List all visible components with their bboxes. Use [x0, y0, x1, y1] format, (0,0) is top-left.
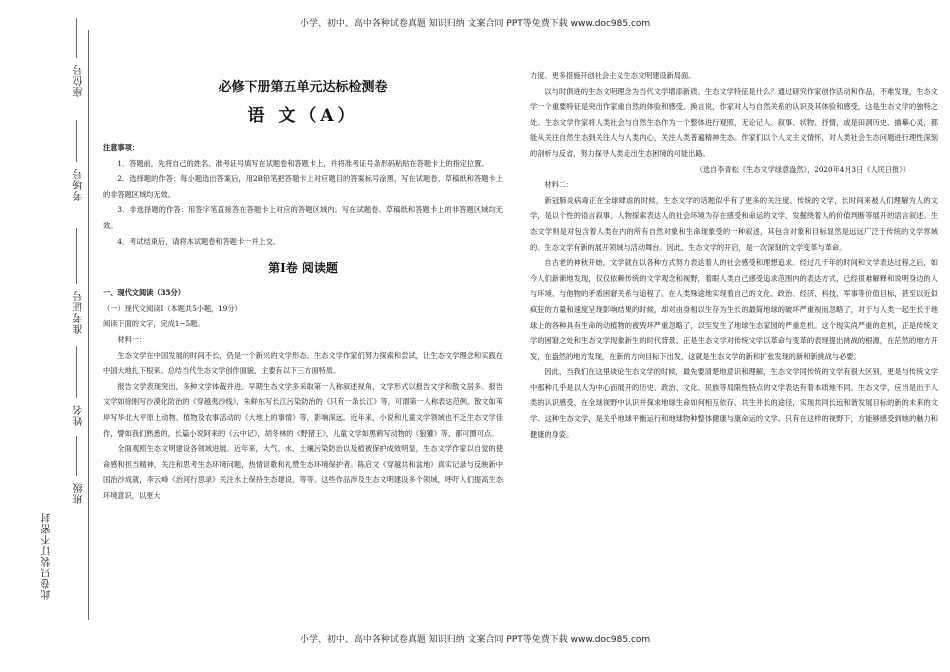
- notes-title: 注意事项：: [103, 143, 139, 152]
- ticket-number-label: 准考证号: [74, 290, 85, 334]
- passage-paragraph: 因此，当我们在这里谈论生态文学的时候，最先要清楚地意识和理解，生态文学同传统的文学有很大区别，更是与传统文学中那种几乎是以人为中心而展开的历史、政治、文化、民族等局限性特点的文学表达有着本质地不同。生态文学，应当是出于人类的认识感受，在全球视野中认识并探求地球生命如何相互依存、共生并长的途径，实现共同长远和谐发展目标的新的未来的文学。这种生态文学，是关乎地球平衡运行和地球物种整体健康与康命运的文学。只有在这样的视野下，方能够感受到她的魅力和健康的身姿。: [530, 367, 938, 439]
- source-citation: （选自李青松《生态文学绿意盎然》，2020年4月3日《人民日报》）: [695, 164, 910, 174]
- subpart-heading: （一）现代文阅读Ⅰ（本题共5小题，19分）: [103, 303, 242, 313]
- note-item: 2．选择题的作答：每小题选出答案后，用2B铅笔把答题卡上对应题目的答案标号涂黑，写在试题卷、草稿纸和答题卡上的非答题区域均无效。: [103, 174, 503, 199]
- passage-continuation: 力度、更多措施开创社会主义生态文明建设新局面。: [530, 71, 696, 80]
- note-item: 3．非选择题的作答：用签字笔直接答在答题卡上对应的答题区域内。写在试题卷、草稿纸和答题卡上的非答题区域均无效。: [103, 205, 503, 230]
- note-item: 4．考试结束后，请将本试题卷和答题卡一并上交。: [117, 236, 281, 246]
- name-blank: [76, 346, 77, 398]
- binding-notice: 此卷只装订不密封: [42, 512, 53, 600]
- passage-paragraph: 生态文学在中国发展的时间不长，仍是一个新兴的文学形态。生态文学作家们努力探索和尝试，让生态文学理念和实践在中国大地扎下根来。总结当代生态文学创作面貌，主要有以下三方面特质。: [103, 350, 503, 376]
- passage-paragraph: 报告文学表现突出，多种文学体裁并进。早期生态文学多采取第一人称叙述视角，文学形式以报告文学和散文居多。报告文学如徐刚写沙漠化防治的《穿越夷沙线》，朱鲜东写长江污染防治的《只有一条长江》等，可谓第一人称表达范例。散文如苇岸写华北大平原上动物、植物及农事活动的《大地上的事情》等，影响深远。近年来，小说和儿童文学领域也不乏生态文学佳作，譬如我们熟悉的，长篇小说阿来的《云中记》，胡冬林的《野猪王》，儿童文学如黑鹤写动物的《狼獾》等，都可圈可点。: [103, 381, 503, 438]
- part-heading: 一、现代文阅读（35分）: [103, 288, 185, 298]
- name-label: 姓名: [74, 404, 85, 426]
- passage-paragraph: 新冠肺炎病毒正在全球肆虐的时候，生态文学的话题似乎有了更多的关注度。传统的文学，长时间来被人们理解为人的文学，是以个性的语言叙事、人物探索表达人的社会环境为存在感受和命运的文学，发掘绕着人的价值判断等展开的语言叙述。生态文学则是对包含着人类在内的所有自然对象和生命现象受的一种叙述，其包含对象和目标显然是远远广泛于传统的文学界域的。生态文学有新的展开领域与活动舞台。因此，生态文学的开启，是一次深刻的文学变革与革命。: [530, 195, 938, 252]
- binding-margin: [0, 0, 95, 672]
- exam-title: 必修下册第五单元达标检测卷: [218, 80, 388, 95]
- binding-line: [88, 30, 89, 620]
- passage-paragraph: 以与时俱进的生态文明理念为当代文学增添新质。生态文学特征是什么？通过研究作家创作活动和作品，不难发现，生态文学一个重要特征是突出作家重自然的体验和感受，换言说，作家对人与自然关系的认识及其体验和感受，这是生态文学的独特之处。生态文学作家将人类社会与自然生态作为一个整体进行观照，无论记人、叙事、状物、抒情，或是田洞历史、描摹心灵，都能从关注自然生态到关注人与人类内心，关注人类普遍精神生态。作家们以个人文主义情怀，对人类社会生态问题进行理性深刻的剖析与反省，努力探寻人类走出生态困境的可能出路。: [530, 86, 938, 158]
- exam-room-blank: [76, 120, 77, 162]
- section-title: 第Ⅰ卷 阅读题: [268, 261, 338, 276]
- class-label: 班级: [74, 482, 85, 504]
- exam-room-label: 考场号: [74, 168, 85, 201]
- seat-number-label: 座位号: [74, 64, 85, 97]
- material-label: 材料一：: [117, 334, 147, 344]
- passage-paragraph: 自古老的神秋开始，文学就在以各种方式努力表达着人的社会感受和理想追求。经过几千年的时间和文学表达过程之后，如今人们新渐地发现，仅仅依赖传统的文学观念和视野，着眼人类自己感受追求范围内的表达方式，已经很难解释和说明身边的人与环境、与他物的矛盾困窘关系与追程了。在人类殊途地实现着自己的文化、政治、经济、科技、军事等价值目标，甚至以近似疯狂的力量和速度呈现影响结果的时候，却对由身相以生存为生长的最简地球的破坏严重视而忽略了，对于与人类一起生长于地球上的各种具有生命的动植物的被毁坏严重忽略了，以至发生了地球生态家园的严重危机。这个现实尚严重的危机，正是传统文学的困窘之处和生态文学现象新生的时代背景。正是生态文学对传统文学以革命与变革的表现提出挑战的根源，在茫然的地方开发，在盎然的地方发现，在新的方向目标下出发，这就是生态文学的新和扩张发现的新和新挑战与必要。: [530, 258, 938, 361]
- page-footer: 小学、初中、高中各种试卷真题 知识归纳 文案合同 PPT等免费下载 www.doc985.com: [299, 635, 651, 645]
- exam-subject: 语 文（A）: [247, 106, 359, 126]
- seat-number-blank: [76, 18, 77, 58]
- material-label: 材料二：: [544, 180, 574, 190]
- left-column: [103, 68, 503, 503]
- ticket-number-blank: [76, 228, 77, 284]
- passage-paragraph: 全面观照生态文明建设各领域进展。近年来，大气、水、土壤污染防治以及植被保护成效明显，生态文学作家以自觉的使命感和担当精神，关注和思考生态环境问题，热情讴歌和礼赞生态环境保护者。陈启文《穿越共和盆地》真实记录与反映新中国治沙成就，李云峰《治河行思录》关注水土保持生态建设，等等。这些作品涉及生态文明建设多个领域，呼吁人们提高生态环境意识，以更大: [103, 444, 503, 500]
- instruction: 阅读下面的文字，完成1~5题。: [103, 319, 205, 329]
- note-item: 1．答题前，先将自己的姓名、准考证号填写在试题卷和答题卡上，并将准考证号条形码粘贴在答题卡上的指定位置。: [117, 158, 489, 168]
- page-header: 小学、初中、高中各种试卷真题 知识归纳 文案合同 PPT等免费下载 www.doc985.com: [299, 19, 651, 29]
- class-blank: [76, 436, 77, 476]
- right-column: [530, 68, 938, 442]
